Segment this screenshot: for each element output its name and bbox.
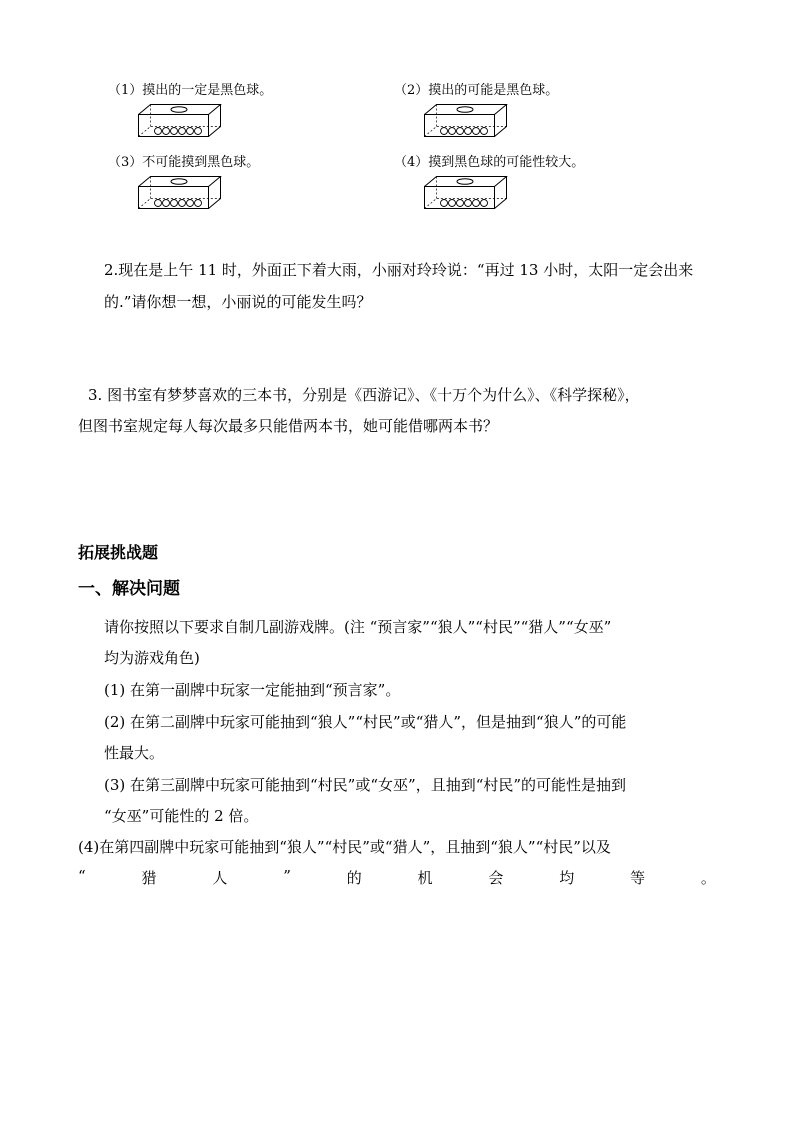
question-2-line-2: 的.”请你想一想，小丽说的可能发生吗？ <box>104 293 372 311</box>
option-1-label: （1）摸出的一定是黑色球。 <box>108 83 273 98</box>
item-4-char: 等 <box>630 869 646 887</box>
option-4-label: （4）摸到黑色球的可能性较大。 <box>394 155 585 170</box>
problem-intro-line-2: 均为游戏角色) <box>104 649 200 667</box>
ball-box-illustration-3 <box>138 174 222 210</box>
option-2-label: （2）摸出的可能是黑色球。 <box>394 83 559 98</box>
problem-item-3-line-1: (3) 在第三副牌中玩家可能抽到“村民”或“女巫”，且抽到“村民”的可能性是抽到 <box>104 776 627 794</box>
option-3-label: （3）不可能摸到黑色球。 <box>108 155 260 170</box>
problem-item-4-line-1: (4)在第四副牌中玩家可能抽到“狼人”“村民”或“猎人”，且抽到“狼人”“村民”以及 <box>78 838 611 856</box>
item-4-char: “ <box>78 867 86 885</box>
item-4-char: ” <box>283 867 291 885</box>
item-4-char: 人 <box>212 869 228 887</box>
ball-box-illustration-4 <box>424 174 508 210</box>
question-2-line-1: 2.现在是上午 11 时，外面正下着大雨，小丽对玲玲说：“再过 13 小时，太阳一定会出来 <box>104 261 694 279</box>
problem-item-2-line-2: 性最大。 <box>104 744 165 762</box>
section-title: 拓展挑战题 <box>78 543 159 562</box>
problem-item-3-line-2: “女巫”可能性的 2 倍。 <box>104 807 259 825</box>
item-4-char: 。 <box>700 869 716 887</box>
item-4-char: 的 <box>346 869 362 887</box>
question-3-line-1: 3. 图书室有梦梦喜欢的三本书，分别是《西游记》、《十万个为什么》、《科学探秘》， <box>88 386 640 404</box>
item-4-char: 机 <box>417 869 433 887</box>
problem-item-1: (1) 在第一副牌中玩家一定能抽到“预言家”。 <box>104 681 401 699</box>
item-4-char: 均 <box>559 869 575 887</box>
question-3-line-2: 但图书室规定每人每次最多只能借两本书，她可能借哪两本书？ <box>78 417 499 435</box>
problem-intro-line-1: 请你按照以下要求自制几副游戏牌。(注 “预言家”“狼人”“村民”“猎人”“女巫” <box>104 618 612 636</box>
problem-item-4-line-2 <box>78 867 716 888</box>
item-4-char: 猎 <box>141 869 157 887</box>
item-4-char: 会 <box>488 869 504 887</box>
section-subtitle: 一、解决问题 <box>78 579 180 599</box>
problem-item-2-line-1: (2) 在第二副牌中玩家可能抽到“狼人”“村民”或“猎人”，但是抽到“狼人”的可能 <box>104 713 627 731</box>
ball-box-illustration-1 <box>138 102 222 138</box>
ball-box-illustration-2 <box>424 102 508 138</box>
